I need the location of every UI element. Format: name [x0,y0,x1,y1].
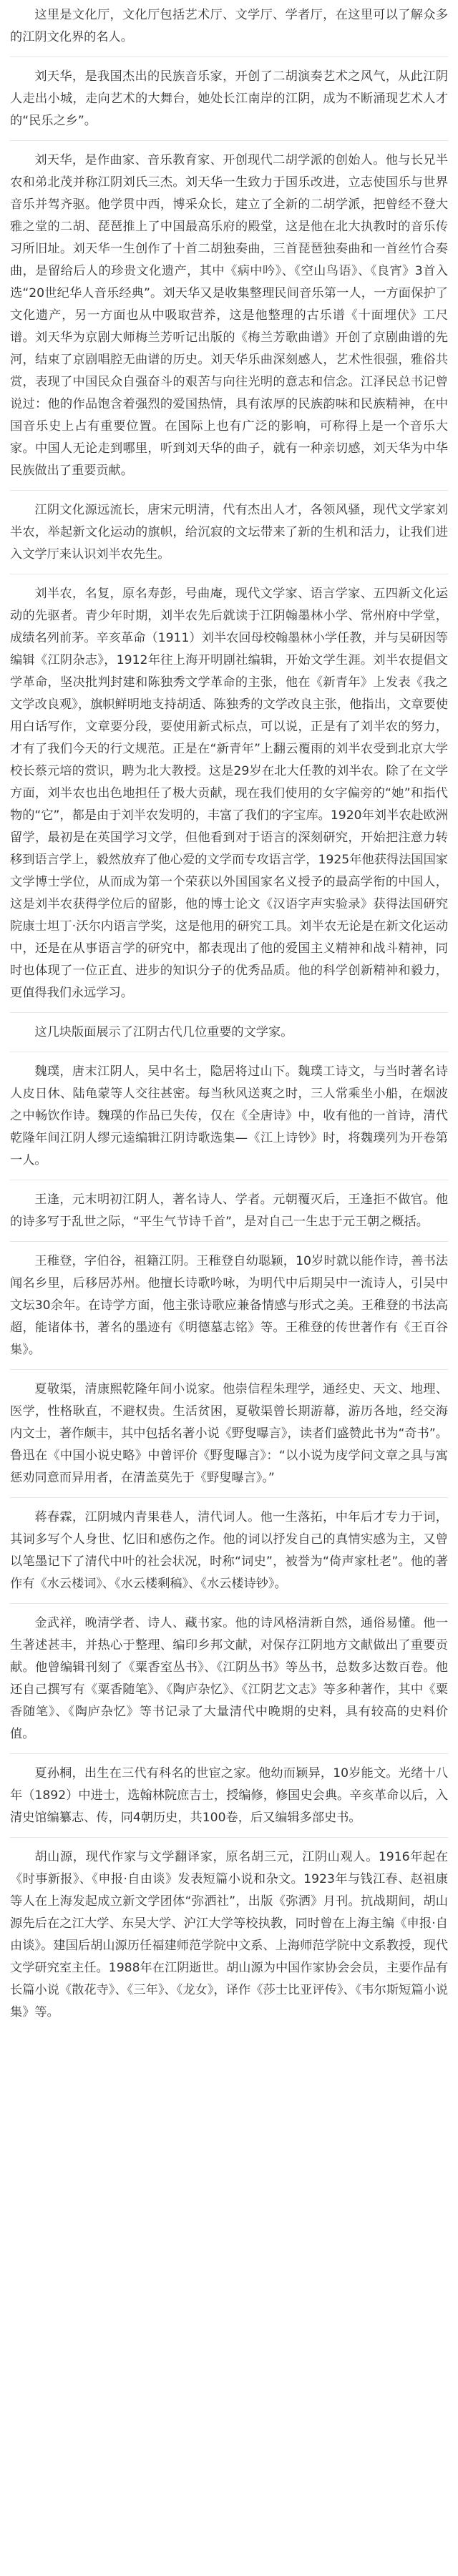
divider [10,1012,448,1013]
liu-bannong-bio-paragraph: 刘半农，名复，原名寿彭，号曲庵，现代文学家、语言学家、五四新文化运动的先驱者。青少年时期，刘半农先后就读于江阴翰墨林小学、常州府中学堂，成绩名列前茅。辛亥革命（1911）刘半农回母校翰墨林小学任教，并与吴研因等编辑《江阴杂志》，1912年往上海开明剧社编辑，开始文学生涯。刘半农提倡文学革命，坚决批判封建和陈独秀文学革命的主张，他在《新青年》上发表《我之文学改良观》，旗帜鲜明地支持胡适、陈独秀的文学改良主张，他指出，文章要使用白话写作，文章要分段，要使用新式标点，可以说，正是有了刘半农的努力，才有了我们今天的行文规范。正是在“新青年”上翻云覆雨的刘半农受到北京大学校长蔡元培的赏识，聘为北大教授。这是29岁在北大任教的刘半农。除了在文学方面，刘半农也出色地担任了极大贡献，现在我们使用的女字偏旁的“她”和指代物的“它”，都是由于刘半农发明的，丰富了我们的字宝库。1920年刘半农赴欧洲留学，最初是在英国学习文学，但他看到对于语言的深刻研究，开始把注意力转移到语言学上，毅然放弃了他心爱的文学而专攻语言学，1925年他获得法国国家文学博士学位，从而成为第一个荣获以外国国家名义授予的最高学衔的中国人，这是刘半农获得学位后的留影，他的博士论文《汉语字声实验录》获得法国研究院康士坦丁·沃尔内语言学奖，这是他用的研究工具。刘半农无论是在新文化运动中，还是在从事语言学的研究中，都表现出了他的爱国主义精神和战斗精神，同时也体现了一位正直、进步的知识分子的优秀品质。他的科学创新精神和毅力，更值得我们永远学习。 [10,587,448,1000]
hu-shanyuan-paragraph: 胡山源，现代作家与文学翻译家，原名胡三元，江阴山观人。1916年起在《时事新报》、《申报·自由谈》发表短篇小说和杂文。1923年与钱江春、赵祖康等人在上海发起成立新文学团体“弥洒社”，出版《弥洒》月刊。抗战期间，胡山源先后在之江大学、东吴大学、沪江大学等校执教，同时曾在上海主编《申报·自由谈》。建国后胡山源历任福建师范学院中文系、上海师范学院中文系教授，现代文学研究室主任。1988年在江阴逝世。胡山源为中国作家协会会员，主要作品有长篇小说《散花寺》、《三年》、《龙女》，译作《莎士比亚评传》、《韦尔斯短篇小说集》等。 [10,1850,448,2019]
jin-wuxiang-paragraph: 金武祥，晚清学者、诗人、藏书家。他的诗风格清新自然，通俗易懂。他一生著述甚丰，并热心于整理、编印乡邦文献，对保存江阴地方文献做出了重要贡献。他曾编辑刊刻了《粟香室丛书》、《江阴丛书》等丛书，总数多达数百卷。他还自己撰写有《粟香随笔》、《陶庐杂忆》、《江阴艺文志》等多种著作，其中《粟香随笔》、《陶庐杂忆》等书记录了大量清代中晚期的史料，具有较高的史料价值。 [10,1616,448,1741]
divider [10,1497,448,1498]
xia-suntong-paragraph: 夏孙桐，出生在三代有科名的世宦之家。他幼而颖异，10岁能文。光绪十八年（1892）中进士，选翰林院庶吉士，授编修，修国史会典。辛亥革命以后，入清史馆编纂志、传，同4朝历史，共100卷，后又编辑多部史书。 [10,1766,448,1825]
literature-hall-intro-paragraph: 江阴文化源远流长，唐宋元明清，代有杰出人才，各领风骚，现代文学家刘半农，举起新文化运动的旗帜，给沉寂的文坛带来了新的生机和活力，让我们进入文学厅来认识刘半农先生。 [10,503,448,562]
divider [10,1241,448,1242]
jiang-chunlin-paragraph: 蒋春霖，江阴城内青果巷人，清代词人。他一生落拓，中年后才专力于词，其词多写个人身世、忆旧和感伤之作。他的词以抒发自己的真情实感为主，又曾以笔墨记下了清代中叶的社会状况，时称“词史”，被誉为“倚声家杜老”。他的著作有《水云楼词》、《水云楼剩稿》、《水云楼诗钞》。 [10,1510,448,1591]
divider [10,1603,448,1604]
wang-feng-paragraph: 王逢，元末明初江阴人，著名诗人、学者。元朝覆灭后，王逢拒不做官。他的诗多写于乱世之际，“平生气节诗千首”，是对自己一生忠于元王朝之概括。 [10,1192,448,1229]
divider [10,1837,448,1838]
wang-zhideng-paragraph: 王稚登，字伯谷，祖籍江阴。王稚登自幼聪颖，10岁时就以能作诗，善书法闻名乡里，后移居苏州。他擅长诗歌吟咏，为明代中后期吴中一流诗人，引吴中文坛30余年。在诗学方面，他主张诗歌应兼备情感与形式之美。王稚登的书法高超，能诸体书，著名的墨迹有《明德墓志铭》等。王稚登的传世著作有《王百谷集》。 [10,1254,448,1357]
divider [10,1369,448,1370]
liu-tianhua-intro-paragraph: 刘天华，是我国杰出的民族音乐家，开创了二胡演奏艺术之风气，从此江阴人走出小城，走向艺术的大舞台，她处长江南岸的江阴，成为不断涌现艺术人才的“民乐之乡”。 [10,69,448,128]
divider [10,140,448,141]
intro-paragraph: 这里是文化厅，文化厅包括艺术厅、文学厅、学者厅，在这里可以了解众多的江阴文化界的名人。 [10,8,448,44]
liu-tianhua-bio-paragraph: 刘天华，是作曲家、音乐教育家、开创现代二胡学派的创始人。他与长兄半农和弟北茂并称江阴刘氏三杰。刘天华一生致力于国乐改进，立志使国乐与世界音乐并驾齐驱。他学贯中西，博采众长，建立了全新的二胡学派，把曾经不登大雅之堂的二胡、琵琶推上了中国最高乐府的殿堂，这是他在北大执教时的音乐传习所旧址。刘天华一生创作了十首二胡独奏曲，三首琵琶独奏曲和一首丝竹合奏曲，是留给后人的珍贵文化遗产，其中《病中吟》、《空山鸟语》、《良宵》3首入选“20世纪华人音乐经典”。刘天华又是收集整理民间音乐第一人，一方面保护了文化遗产，另一方面也从中吸取营养，这是他整理的古乐谱《十面埋伏》工尺谱。刘天华为京剧大师梅兰芳听记出版的《梅兰芳歌曲谱》开创了京剧曲谱的先河，结束了京剧唱腔无曲谱的历史。刘天华乐曲深刻感人，艺术性很强，雅俗共赏，表现了中国民众自强奋斗的艰苦与向往光明的意志和信念。江泽民总书记曾说过：他的作品饱含着强烈的爱国热情，具有浓厚的民族韵味和民族精神，在中国音乐史上占有重要位置。在国际上也有广泛的影响，可称得上是一个音乐大家。中国人无论走到哪里，听到刘天华的曲子，就有一种亲切感，刘天华为中华民族做出了重要贡献。 [10,153,448,478]
divider [10,1753,448,1754]
divider [10,490,448,491]
xia-jingqu-paragraph: 夏敬渠，清康熙乾隆年间小说家。他崇信程朱理学，通经史、天文、地理、医学，性格耿直，不避权贵。生活贫困，夏敬渠曾长期游幕，游历各地，经交海内文士，著作颇丰，其中包括名著小说《野叟曝言》，读者们盛赞此书为“奇书”。鲁迅在《中国小说史略》中曾评价《野叟曝言》：“以小说为庋学问文章之具与寓惩劝同意而异用者，在清盖莫先于《野叟曝言》。” [10,1382,448,1485]
ancient-writers-intro-paragraph: 这几块版面展示了江阴古代几位重要的文学家。 [34,1025,293,1039]
wei-pu-paragraph: 魏璞，唐末江阴人，吴中名士，隐居将过山下。魏璞工诗文，与当时著名诗人皮日休、陆龟蒙等人交往甚密。每当秋风送爽之时，三人常乘坐小船，在烟波之中畅饮作诗。魏璞的作品已失传，仅在《全唐诗》中，收有他的一首诗，清代乾隆年间江阴人缪元逵编辑江阴诗歌选集—《江上诗钞》时，将魏璞列为开卷第一人。 [10,1064,448,1167]
